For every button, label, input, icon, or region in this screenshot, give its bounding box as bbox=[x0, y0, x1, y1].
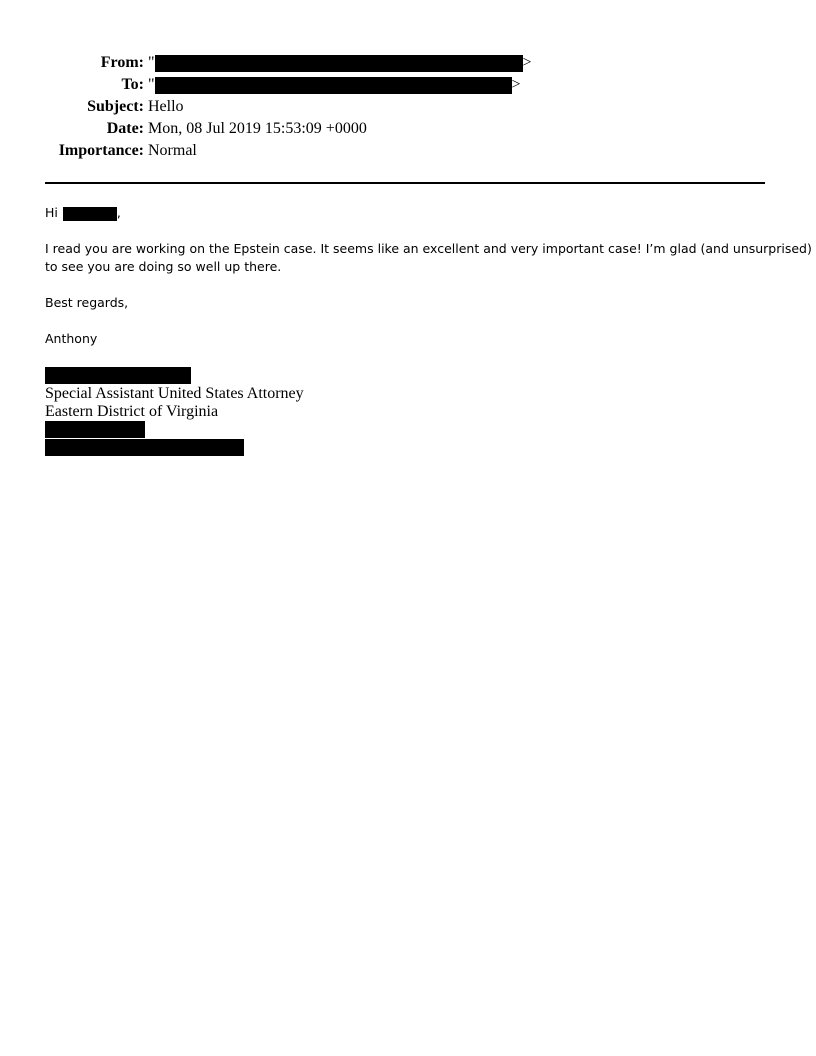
signature-title: Special Assistant United States Attorney bbox=[45, 385, 304, 402]
greeting-line bbox=[45, 204, 121, 222]
to-row bbox=[0, 75, 560, 97]
to-value bbox=[148, 75, 521, 95]
date-value: Mon, 08 Jul 2019 15:53:09 +0000 bbox=[148, 120, 367, 137]
message-line-2: to see you are doing so well up there. bbox=[45, 259, 282, 274]
from-label: From: bbox=[100, 54, 144, 71]
date-label: Date: bbox=[106, 120, 144, 137]
sender-name: Anthony bbox=[45, 331, 98, 346]
signature-email-redaction bbox=[45, 439, 244, 456]
importance-label: Importance: bbox=[58, 142, 144, 159]
to-redaction bbox=[155, 77, 512, 94]
subject-label: Subject: bbox=[87, 98, 144, 115]
to-label: To: bbox=[121, 76, 144, 93]
subject-row bbox=[0, 97, 560, 119]
signature-phone-redaction bbox=[45, 421, 145, 438]
greeting: Hi bbox=[45, 205, 58, 220]
message-paragraph bbox=[45, 240, 812, 276]
signature-office: Eastern District of Virginia bbox=[45, 403, 219, 420]
message-line-1: I read you are working on the Epstein case. It seems like an excellent and very important case! I’m glad (and unsurprised) bbox=[45, 241, 812, 256]
from-close: > bbox=[522, 54, 532, 71]
header-divider bbox=[45, 182, 765, 184]
from-row bbox=[0, 53, 560, 75]
from-value bbox=[148, 53, 532, 73]
importance-value: Normal bbox=[148, 142, 197, 159]
recipient-name-redaction bbox=[63, 207, 117, 221]
importance-row bbox=[0, 141, 560, 163]
closing: Best regards, bbox=[45, 295, 129, 310]
greeting-comma: , bbox=[116, 205, 121, 220]
to-close: > bbox=[511, 76, 521, 93]
to-open-quote: " bbox=[148, 76, 155, 93]
signature-name-redaction bbox=[45, 367, 191, 384]
from-open-quote: " bbox=[148, 54, 155, 71]
subject-value: Hello bbox=[148, 98, 184, 115]
from-redaction bbox=[155, 55, 523, 72]
date-row bbox=[0, 119, 560, 141]
